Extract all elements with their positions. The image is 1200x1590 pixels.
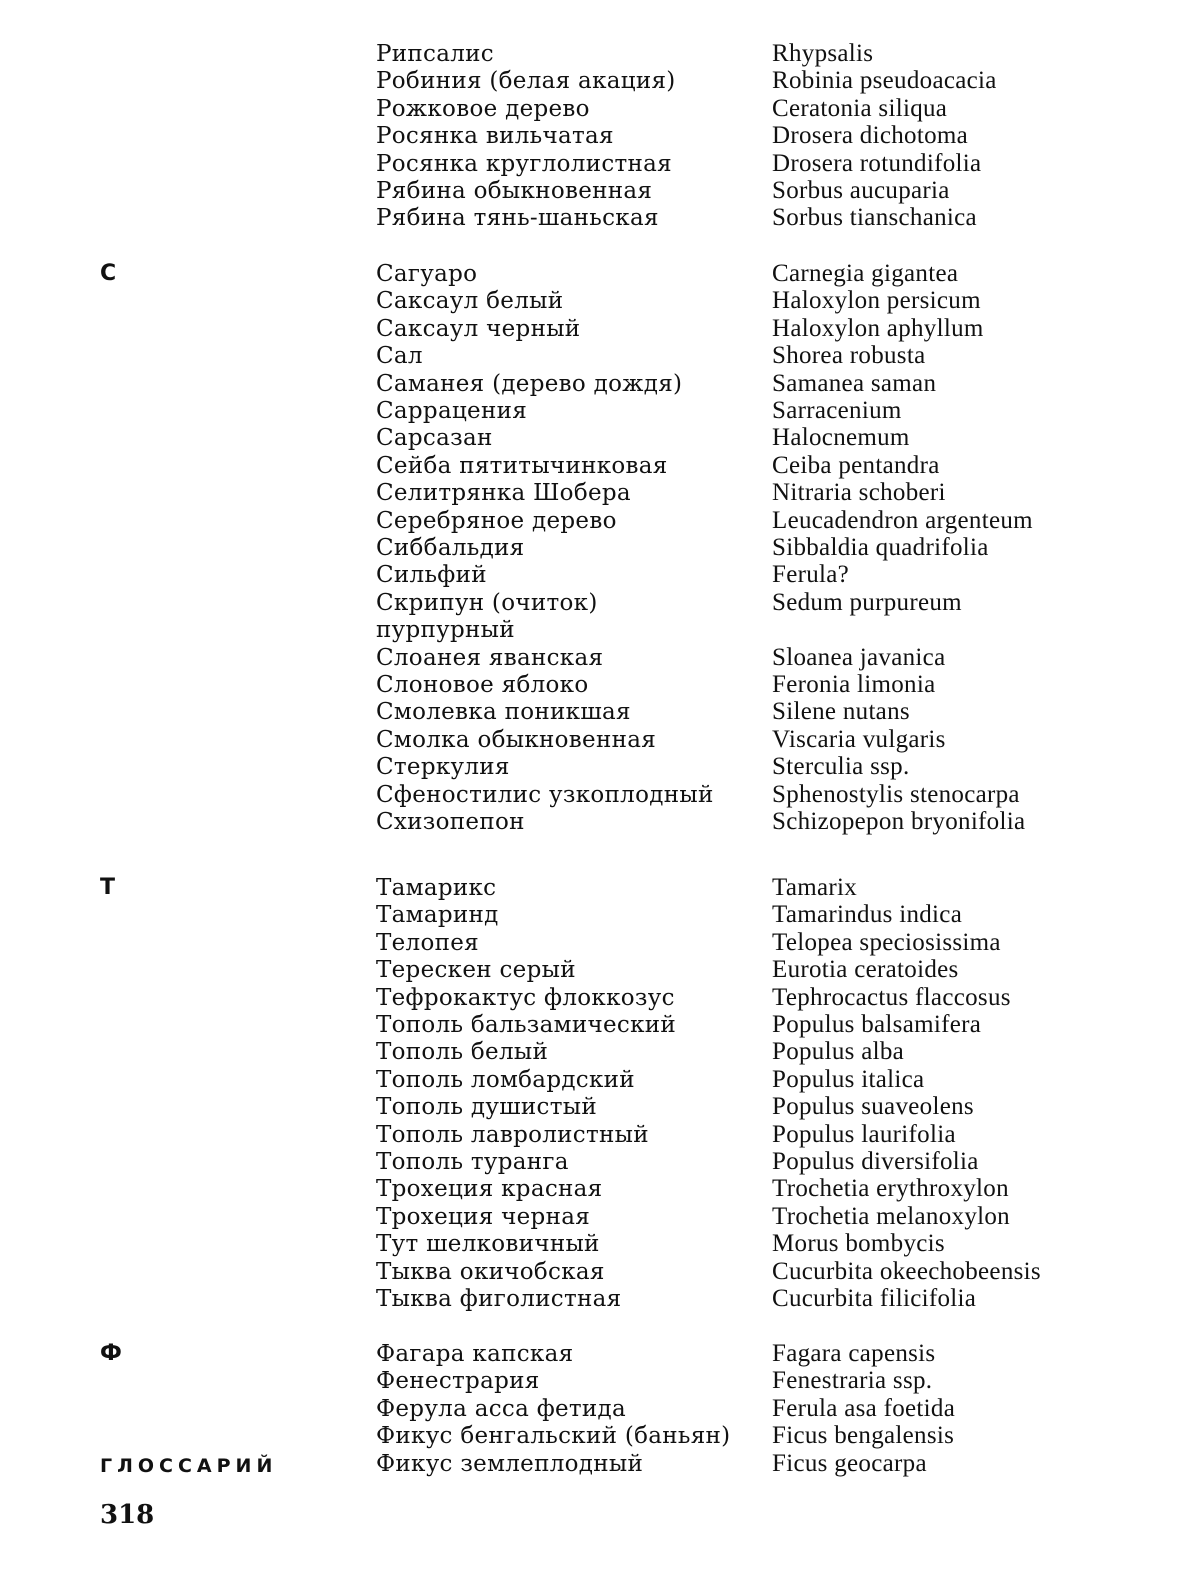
glossary-entry [0, 984, 1200, 1012]
russian-name: Сейба пятитычинковая [376, 453, 668, 479]
latin-name: Fagara capensis [772, 1340, 936, 1367]
latin-name: Leucadendron argenteum [772, 507, 1033, 534]
russian-name: Сиббальдия [376, 535, 525, 561]
glossary-entry [0, 260, 1200, 288]
glossary-entry [0, 397, 1200, 425]
latin-name: Sorbus tianschanica [772, 204, 977, 231]
latin-name: Viscaria vulgaris [772, 726, 946, 753]
russian-name: Росянка круглолистная [376, 151, 672, 177]
glossary-entry [0, 1066, 1200, 1094]
latin-name: Sloanea javanica [772, 644, 946, 671]
russian-name: Рипсалис [376, 41, 494, 67]
latin-name: Tamarix [772, 874, 858, 901]
latin-name: Silene nutans [772, 698, 910, 725]
glossary-entry [0, 616, 1200, 644]
glossary-entry [0, 342, 1200, 370]
latin-name: Sterculia ssp. [772, 753, 910, 780]
glossary-entry [0, 561, 1200, 589]
russian-name: Трохеция черная [376, 1204, 591, 1230]
russian-name: Саррацения [376, 398, 528, 424]
russian-name: Смолка обыкновенная [376, 727, 657, 753]
glossary-entry [0, 204, 1200, 232]
glossary-entry [0, 507, 1200, 535]
glossary-entry [0, 1038, 1200, 1066]
latin-name: Carnegia gigantea [772, 260, 959, 287]
russian-name: Тут шелковичный [376, 1231, 600, 1257]
glossary-entry [0, 1148, 1200, 1176]
latin-name: Ferula asa foetida [772, 1395, 956, 1422]
russian-name: Рожковое дерево [376, 96, 590, 122]
russian-name: Телопея [376, 930, 479, 956]
glossary-entry [0, 671, 1200, 699]
russian-name: Слоновое яблоко [376, 672, 589, 698]
latin-name: Populus alba [772, 1038, 905, 1065]
glossary-entry [0, 808, 1200, 836]
russian-name: Тополь душистый [376, 1094, 597, 1120]
russian-name: Сфеностилис узкоплодный [376, 782, 714, 808]
russian-name: Сарсазан [376, 425, 493, 451]
latin-name: Populus balsamifera [772, 1011, 982, 1038]
glossary-entry [0, 956, 1200, 984]
glossary-entry [0, 781, 1200, 809]
latin-name: Halocnemum [772, 424, 910, 451]
latin-name: Sedum purpureum [772, 589, 962, 616]
russian-name: Рябина обыкновенная [376, 178, 653, 204]
russian-name: Смолевка поникшая [376, 699, 631, 725]
glossary-entry [0, 644, 1200, 672]
glossary-entry [0, 1422, 1200, 1450]
glossary-entry [0, 95, 1200, 123]
latin-name: Ferula? [772, 561, 850, 588]
glossary-entry [0, 1285, 1200, 1313]
latin-name: Sphenostylis stenocarpa [772, 781, 1020, 808]
russian-name: Тополь туранга [376, 1149, 569, 1175]
latin-name: Ficus bengalensis [772, 1422, 955, 1449]
russian-name: Скрипун (очиток) [376, 590, 598, 616]
latin-name: Haloxylon persicum [772, 287, 981, 314]
russian-name: Фикус землеплодный [376, 1451, 644, 1477]
latin-name: Fenestraria ssp. [772, 1367, 933, 1394]
russian-name: Слоанея яванская [376, 645, 604, 671]
latin-name: Feronia limonia [772, 671, 936, 698]
latin-name: Eurotia ceratoides [772, 956, 959, 983]
latin-name: Tephrocactus flaccosus [772, 984, 1011, 1011]
glossary-entry [0, 177, 1200, 205]
glossary-entry [0, 726, 1200, 754]
latin-name: Rhypsalis [772, 40, 874, 67]
section-letter: Ф [100, 1341, 122, 1366]
latin-name: Sibbaldia quadrifolia [772, 534, 989, 561]
russian-name: Тополь лавролистный [376, 1122, 649, 1148]
russian-name: Фенестрария [376, 1368, 540, 1394]
latin-name: Schizopepon bryonifolia [772, 808, 1026, 835]
glossary-entry [0, 874, 1200, 902]
glossary-entry [0, 287, 1200, 315]
glossary-entry [0, 67, 1200, 95]
glossary-entry [0, 452, 1200, 480]
russian-name: Ферула асса фетида [376, 1396, 627, 1422]
latin-name: Drosera dichotoma [772, 122, 969, 149]
russian-name: Терескен серый [376, 957, 576, 983]
latin-name: Populus suaveolens [772, 1093, 974, 1120]
russian-name: Тыква окичобская [376, 1259, 605, 1285]
russian-name: Сагуаро [376, 261, 478, 287]
russian-name: пурпурный [376, 617, 515, 643]
glossary-entry [0, 1175, 1200, 1203]
latin-name: Cucurbita filicifolia [772, 1285, 977, 1312]
glossary-entry [0, 1258, 1200, 1286]
russian-name: Саксаул черный [376, 316, 581, 342]
glossary-entry [0, 315, 1200, 343]
russian-name: Стеркулия [376, 754, 510, 780]
latin-name: Telopea speciosissima [772, 929, 1001, 956]
russian-name: Тефрокактус флоккозус [376, 985, 675, 1011]
glossary-entry [0, 901, 1200, 929]
section-letter: С [100, 261, 117, 286]
latin-name: Haloxylon aphyllum [772, 315, 984, 342]
latin-name: Shorea robusta [772, 342, 926, 369]
glossary-entry [0, 589, 1200, 617]
glossary-entry [0, 1230, 1200, 1258]
russian-name: Тыква фиголистная [376, 1286, 622, 1312]
glossary-entry [0, 1203, 1200, 1231]
russian-name: Тамарикс [376, 875, 497, 901]
latin-name: Cucurbita okeechobeensis [772, 1258, 1041, 1285]
glossary-entry [0, 698, 1200, 726]
russian-name: Фагара капская [376, 1341, 574, 1367]
russian-name: Тополь бальзамический [376, 1012, 677, 1038]
russian-name: Тамаринд [376, 902, 499, 928]
glossary-entry [0, 753, 1200, 781]
russian-name: Сал [376, 343, 423, 369]
latin-name: Drosera rotundifolia [772, 150, 982, 177]
latin-name: Populus italica [772, 1066, 925, 1093]
glossary-entry [0, 1093, 1200, 1121]
glossary-label: ГЛОССАРИЙ [100, 1455, 278, 1477]
russian-name: Саксаул белый [376, 288, 564, 314]
latin-name: Ceratonia siliqua [772, 95, 948, 122]
glossary-entry [0, 1121, 1200, 1149]
glossary-entry [0, 1340, 1200, 1368]
latin-name: Ficus geocarpa [772, 1450, 927, 1477]
latin-name: Nitraria schoberi [772, 479, 946, 506]
latin-name: Trochetia erythroxylon [772, 1175, 1009, 1202]
russian-name: Саманея (дерево дождя) [376, 371, 683, 397]
page-number: 318 [100, 1500, 155, 1530]
latin-name: Ceiba pentandra [772, 452, 940, 479]
russian-name: Схизопепон [376, 809, 525, 835]
section-letter: Т [100, 875, 116, 900]
latin-name: Sarracenium [772, 397, 902, 424]
russian-name: Тополь белый [376, 1039, 549, 1065]
glossary-entry [0, 534, 1200, 562]
glossary-entry [0, 424, 1200, 452]
glossary-entry [0, 1367, 1200, 1395]
russian-name: Трохеция красная [376, 1176, 603, 1202]
glossary-entry [0, 479, 1200, 507]
glossary-entry [0, 370, 1200, 398]
russian-name: Серебряное дерево [376, 508, 617, 534]
glossary-entry [0, 929, 1200, 957]
russian-name: Сильфий [376, 562, 487, 588]
latin-name: Robinia pseudoacacia [772, 67, 997, 94]
russian-name: Селитрянка Шобера [376, 480, 631, 506]
russian-name: Росянка вильчатая [376, 123, 614, 149]
russian-name: Фикус бенгальский (баньян) [376, 1423, 731, 1449]
russian-name: Рябина тянь-шаньская [376, 205, 659, 231]
glossary-entry [0, 1395, 1200, 1423]
latin-name: Morus bombycis [772, 1230, 945, 1257]
glossary-entry [0, 40, 1200, 68]
latin-name: Tamarindus indica [772, 901, 963, 928]
russian-name: Тополь ломбардский [376, 1067, 635, 1093]
latin-name: Samanea saman [772, 370, 937, 397]
latin-name: Trochetia melanoxylon [772, 1203, 1010, 1230]
latin-name: Sorbus aucuparia [772, 177, 950, 204]
latin-name: Populus laurifolia [772, 1121, 956, 1148]
russian-name: Робиния (белая акация) [376, 68, 676, 94]
glossary-entry [0, 150, 1200, 178]
glossary-entry [0, 1011, 1200, 1039]
glossary-entry [0, 122, 1200, 150]
latin-name: Populus diversifolia [772, 1148, 979, 1175]
